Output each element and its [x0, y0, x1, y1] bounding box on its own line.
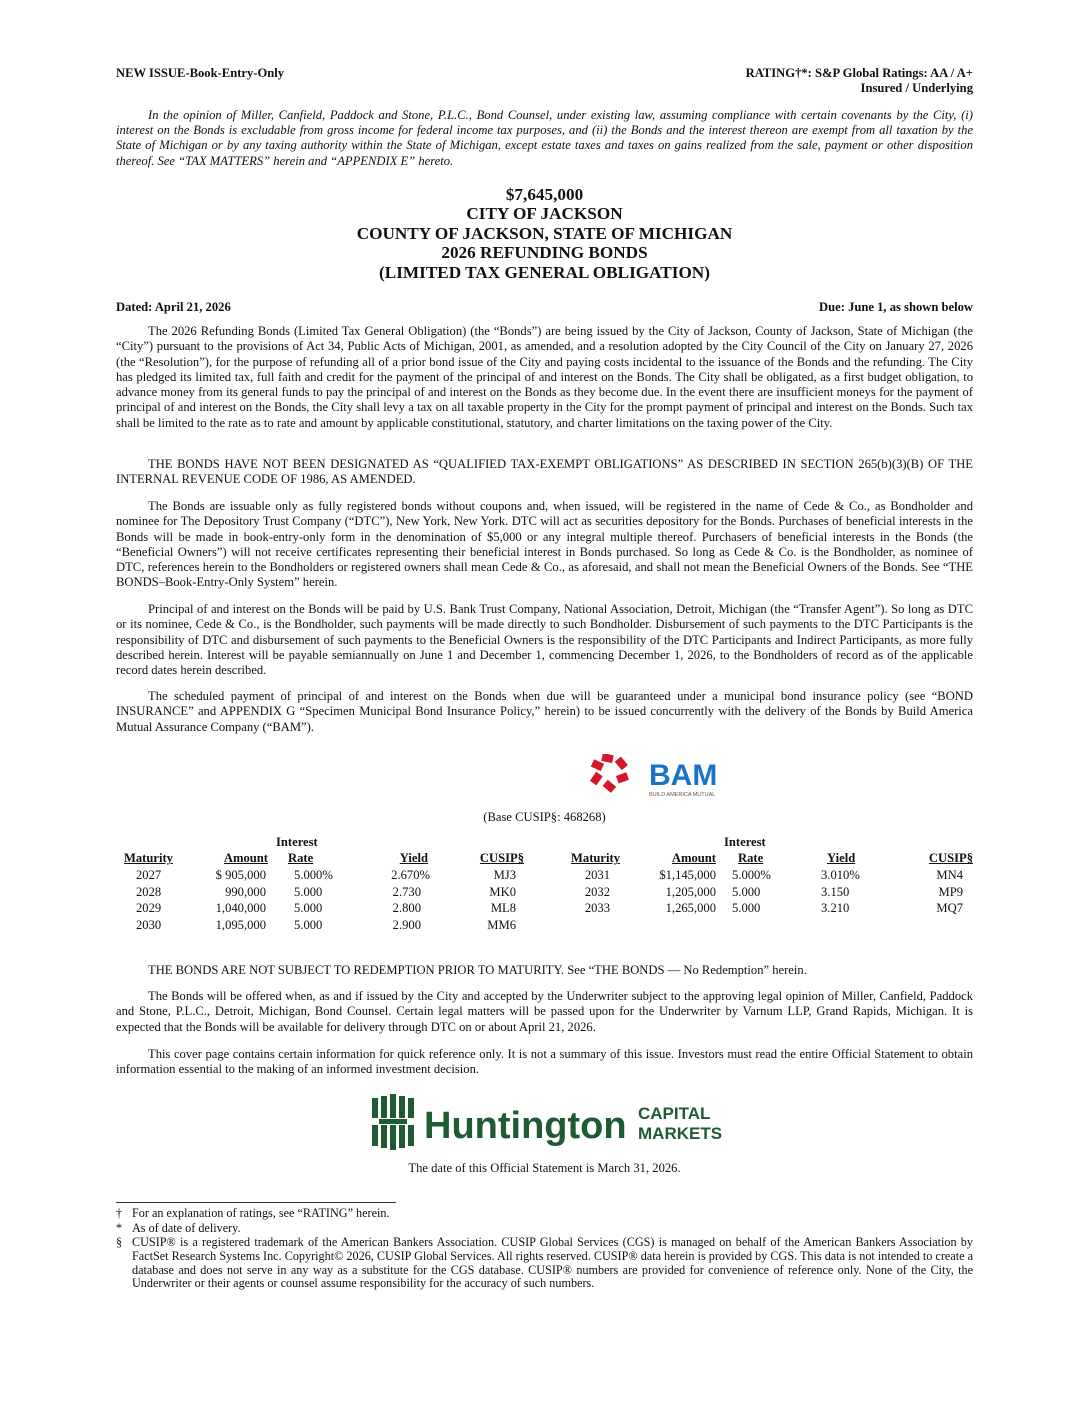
col-cusip: CUSIP§ — [479, 851, 524, 866]
paragraph-offering: The Bonds will be offered when, as and if issued by the City and accepted by the Underwriter subject to the approving legal opinion of Miller, Canfield, Paddock and Stone, P.L.C., Detroit, Michigan, Bond Counsel. Certain legal matters will be passed upon for the Underwriter by Varnum LLP, Grand Rapids, Michigan. It is expected that the Bonds will be available for delivery through DTC on or about April 21, 2026. — [116, 989, 973, 1034]
col-rate: Rate — [288, 851, 314, 866]
col-rate: Rate — [738, 851, 764, 866]
footnote-text: As of date of delivery. — [132, 1221, 241, 1235]
capital-text: CAPITAL — [638, 1104, 711, 1123]
dated-line — [116, 300, 973, 315]
rating-basis: Insured / Underlying — [860, 81, 973, 95]
header-row-top — [116, 834, 973, 851]
col-maturity: Maturity — [571, 851, 620, 866]
col-yield: Yield — [399, 851, 428, 866]
footnote-text: For an explanation of ratings, see “RATING” herein. — [132, 1206, 390, 1220]
bond-counsel-opinion: In the opinion of Miller, Canfield, Paddock and Stone, P.L.C., Bond Counsel, under existing law, assuming compliance with certain covenants by the City, (i) interest on the Bonds is excludable from gross income for federal income tax purposes, and (ii) the Bonds and the interest thereon are exempt from all taxation by the State of Michigan or by any taxing authority within the State of Michigan, except estate taxes and taxes on gains realized from the sale, payment or other disposition thereof. See “TAX MATTERS” herein and “APPENDIX E” hereto. — [116, 108, 973, 168]
paragraph-designation: THE BONDS HAVE NOT BEEN DESIGNATED AS “QUALIFIED TAX-EXEMPT OBLIGATIONS” AS DESCRIBED IN SECTION 265(b)(3)(B) OF THE INTERNAL REVENUE CODE OF 1986, AS AMENDED. — [116, 457, 973, 487]
bond-type: (LIMITED TAX GENERAL OBLIGATION) — [379, 262, 710, 282]
rating-line: RATING†*: S&P Global Ratings: AA / A+ — [745, 66, 973, 80]
paragraph-purpose: The 2026 Refunding Bonds (Limited Tax General Obligation) (the “Bonds”) are being issued by the City of Jackson, County of Jackson, State of Michigan (the “City”) pursuant to the provisions of Act 34, Public Acts of Michigan, 2001, as amended, and a resolution adopted by the City Council of the City on January 27, 2026 (the “Resolution”), for the purpose of refunding all of a prior bond issue of the City and paying costs incidental to the issuance of the Bonds and the refunding. The City has pledged its limited tax, full faith and credit for the payment of the principal of and interest on the Bonds. The City shall be obligated, as a first budget obligation, to advance money from its general funds to pay the principal of and interest on the Bonds as they become due. In the event there are insufficient moneys for the payment of principal of and interest on the Bonds, the City shall levy a tax on all taxable property in the City for the prompt payment of principal and interest on the Bonds. Such tax shall be limited to the rate as to rate and amount by applicable constitutional, statutory, and charter limitations on the taxing power of the City. — [116, 324, 973, 430]
footnote-rating — [116, 1207, 973, 1221]
paragraph-book-entry: The Bonds are issuable only as fully registered bonds without coupons and, when issued, will be registered in the name of Cede & Co., as Bondholder and nominee for The Depository Trust Company (“DTC”), New York, New York. DTC will act as securities depository for the Bonds. Purchases of beneficial interests in the Bonds will be made in book-entry-only form in the denomination of $5,000 or any integral multiple thereof. Purchasers of beneficial interests in the Bonds (the “Beneficial Owners”) will not receive certificates representing their beneficial interest in Bonds purchased. So long as Cede & Co. is the Bondholder, as nominee of DTC, references herein to the Bondholders or registered owners shall mean Cede & Co., as aforesaid, and shall not mean the Beneficial Owners of the Bonds. See “THE BONDS–Book-Entry-Only System” herein. — [116, 499, 973, 590]
col-maturity: Maturity — [124, 851, 173, 866]
footnote-symbol: * — [116, 1221, 123, 1235]
issue-title — [116, 185, 973, 282]
bam-tagline: BUILD AMERICA MUTUAL — [649, 792, 716, 798]
huntington-logo — [368, 1094, 728, 1150]
col-amount: Amount — [671, 851, 716, 866]
issue-amount: $7,645,000 — [505, 185, 584, 204]
col-yield: Yield — [827, 851, 856, 866]
rating-block — [746, 66, 973, 96]
due-date: Due: June 1, as shown below — [819, 300, 973, 314]
huntington-emblem-icon — [370, 1094, 416, 1150]
paragraph-insurance: The scheduled payment of principal of and interest on the Bonds when due will be guaranteed under a municipal bond insurance policy (see “BOND INSURANCE” and APPENDIX G “Specimen Municipal Bond Insurance Policy,” herein) to be issued concurrently with the delivery of the Bonds by Build America Mutual Assurance Company (“BAM”). — [116, 689, 973, 734]
table-row: 2028 990,000 5.000 2.730 MK0 2032 1,205,000 5.000 3.150 MP9 — [136, 884, 963, 899]
table-row: 2027 $ 905,000 5.000% 2.670% MJ3 2031 $1,145,000 5.000% 3.010% MN4 — [136, 868, 963, 883]
huntington-wordmark: Huntington — [424, 1105, 627, 1147]
table-row: 2030 1,095,000 5.000 2.900 MM6 — [136, 918, 516, 933]
bam-star-icon — [590, 754, 736, 800]
paragraph-cover-notice: This cover page contains certain information for quick reference only. It is not a summary of this issue. Investors must read the entire Official Statement to obtain information essential to the making of an informed investment decision. — [116, 1047, 973, 1077]
footnote-cusip — [116, 1236, 973, 1291]
col-amount: Amount — [223, 851, 268, 866]
issue-type: NEW ISSUE-Book-Entry-Only — [116, 66, 285, 80]
table-row: 2029 1,040,000 5.000 2.800 ML8 2033 1,265,000 5.000 3.210 MQ7 — [136, 901, 963, 916]
issuer-name: CITY OF JACKSON — [466, 204, 623, 224]
issuer-location: COUNTY OF JACKSON, STATE OF MICHIGAN — [356, 223, 733, 243]
bam-wordmark: BAM — [649, 759, 718, 792]
footnote-symbol: § — [116, 1235, 123, 1249]
footnote-symbol: † — [116, 1206, 123, 1220]
footnote-divider — [116, 1202, 396, 1203]
markets-text: MARKETS — [638, 1124, 723, 1143]
paragraph-payment: Principal of and interest on the Bonds will be paid by U.S. Bank Trust Company, National Association, Detroit, Michigan (the “Transfer Agent”). So long as DTC or its nominee, Cede & Co., is the Bondholder, such payments will be made directly to such Bondholder. Disbursement of such payments to the DTC Participants is the responsibility of DTC and disbursement of such payments to the Beneficial Owners is the responsibility of the DTC Participants and Indirect Participants, as more fully described herein. Interest will be payable semiannually on June 1 and December 1, commencing December 1, 2026, to the Bondholders of record as of the applicable record dates herein described. — [116, 602, 973, 678]
footnote-text: CUSIP® is a registered trademark of the American Bankers Association. CUSIP Global Services (CGS) is managed on behalf of the American Bankers Association by FactSet Research Systems Inc. Copyright© 2026, CUSIP Global Services. All rights reserved. CUSIP® data herein is provided by CGS. This data is not intended to create a database and does not serve in any way as a substitute for the CGS database. CUSIP® numbers are provided for convenience of reference only. None of the City, the Underwriter or their agents or counsel assume responsibility for the accuracy of such numbers. — [132, 1235, 973, 1291]
base-cusip: (Base CUSIP§: 468268) — [483, 810, 606, 824]
interest-header-right: Interest — [724, 834, 766, 849]
bond-series: 2026 REFUNDING BONDS — [441, 243, 648, 263]
interest-header-left: Interest — [276, 834, 318, 849]
dated-date: Dated: April 21, 2026 — [116, 300, 231, 314]
maturity-schedule — [116, 834, 973, 934]
statement-date: The date of this Official Statement is March 31, 2026. — [408, 1161, 681, 1175]
col-cusip: CUSIP§ — [928, 851, 973, 866]
paragraph-no-redemption: THE BONDS ARE NOT SUBJECT TO REDEMPTION PRIOR TO MATURITY. See “THE BONDS — No Redemption” herein. — [148, 963, 807, 977]
bam-logo — [590, 754, 736, 800]
header-row — [116, 851, 973, 868]
footnote-delivery — [116, 1222, 973, 1236]
